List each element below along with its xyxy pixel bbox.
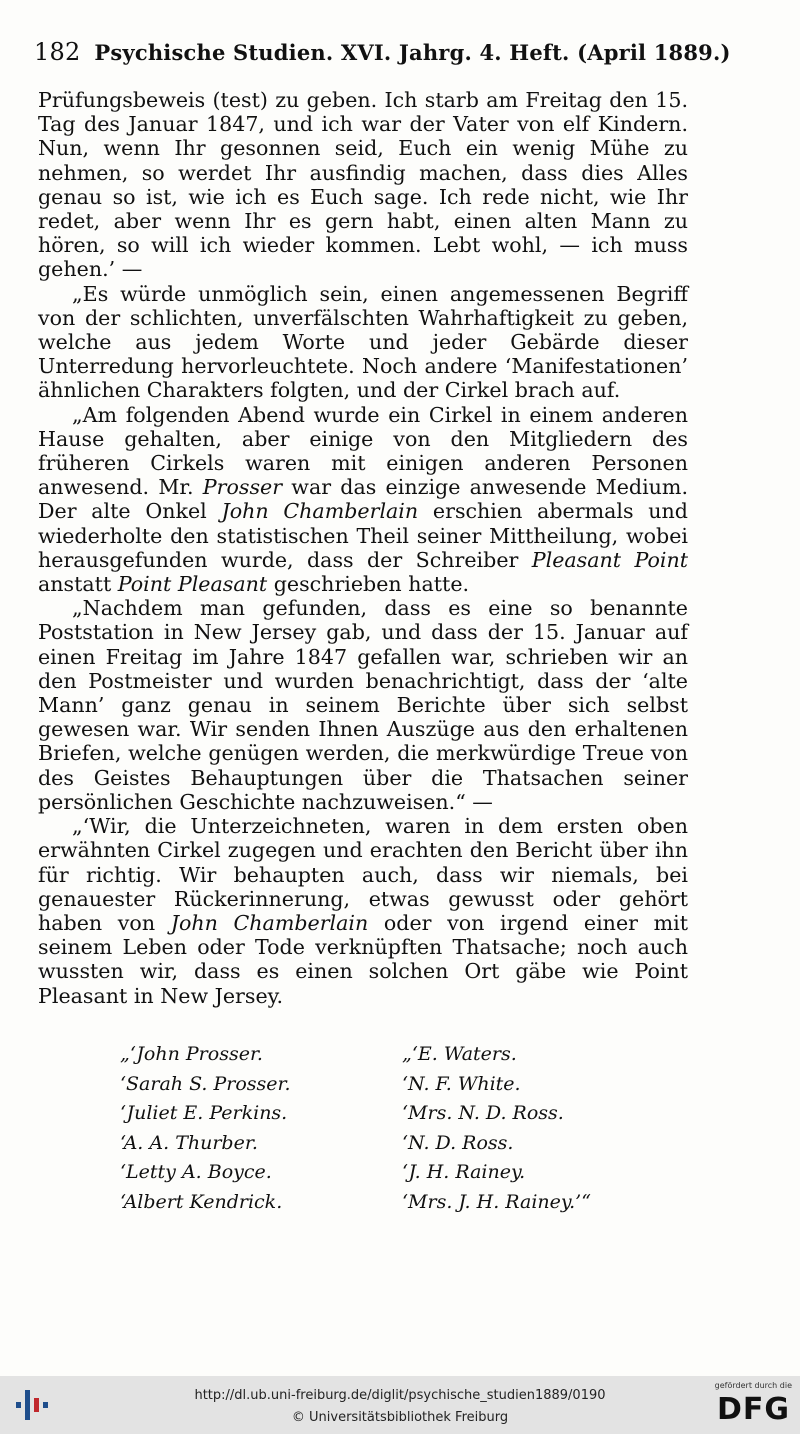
- text-run: war das einzige anwesende Medium. Der alte Onkel: [38, 475, 688, 524]
- signature-row: [120, 1070, 680, 1100]
- signature-right: „‘E. Waters.: [402, 1043, 517, 1065]
- paragraph: [38, 282, 688, 403]
- text-run: anstatt: [38, 572, 118, 597]
- signature-right: ‘J. H. Rainey.: [402, 1161, 526, 1183]
- text-run: „Am folgenden Abend wurde ein Cirkel in einem anderen Hause gehalten, aber einige von den Mitgliedern des früheren Cirkels waren mit einigen anderen Personen anwesend. Mr.: [38, 402, 688, 500]
- signature-row: [120, 1099, 680, 1129]
- text-run: geschrieben hatte.: [267, 572, 470, 597]
- signature-right: ‘N. D. Ross.: [402, 1131, 514, 1154]
- italic-name: Point Pleasant: [117, 572, 268, 597]
- signature-left: ‘Albert Kendrick.: [120, 1190, 283, 1213]
- running-title: Psychische Studien. XVI. Jahrg. 4. Heft. (April 1889.): [94, 40, 731, 65]
- signature-left: ‘A. A. Thurber.: [120, 1131, 258, 1154]
- running-header: [34, 38, 766, 66]
- page-number: 182: [34, 38, 81, 66]
- signature-row: [120, 1129, 680, 1159]
- signature-right: ‘Mrs. N. D. Ross.: [402, 1102, 564, 1124]
- signature-right: ‘Mrs. J. H. Rainey.’“: [402, 1190, 591, 1213]
- italic-name: Prosser: [202, 475, 283, 500]
- signature-row: [120, 1158, 680, 1188]
- signature-row: [120, 1188, 680, 1218]
- signature-left: „‘John Prosser.: [120, 1043, 263, 1065]
- italic-name: Pleasant Point: [531, 547, 688, 572]
- signature-left: ‘Juliet E. Perkins.: [120, 1102, 288, 1124]
- funding-note: gefördert durch die: [714, 1381, 792, 1390]
- signature-left: ‘Sarah S. Prosser.: [120, 1072, 291, 1095]
- text-run: „‘Wir, die Unterzeichneten, waren in dem ersten oben erwähnten Cirkel zugegen und erachten den Bericht über ihn für richtig. Wir behaupten auch, dass wir niemals, bei genauester Rückerinnerung, etwas gewusst oder gehört haben von: [38, 814, 688, 935]
- footer-copyright: © Universitätsbibliothek Freiburg: [291, 1410, 509, 1425]
- paragraph: [38, 596, 688, 814]
- footer-url[interactable]: http://dl.ub.uni-freiburg.de/diglit/psychische_studien1889/0190: [194, 1388, 606, 1403]
- text-run: Prüfungsbeweis (test) zu geben. Ich starb am Freitag den 15. Tag des Januar 1847, und ich war der Vater von elf Kindern. Nun, wenn Ihr gesonnen seid, Euch ein wenig Mühe zu nehmen, so werdet Ihr ausfindig machen, dass dies Alles genau so ist, wie ich es Euch sage. Ich rede nicht, wie Ihr redet, aber wenn Ihr es gern habt, einen alten Mann zu hören, so will ich wieder kommen. Lebt wohl, — ich muss gehen.’ —: [38, 88, 688, 282]
- paragraph: [38, 814, 688, 1008]
- text-run: erschien abermals und wiederholte den statistischen Theil seiner Mittheilung, wobei herausgefunden wurde, dass der Schreiber: [38, 499, 688, 572]
- text-run: oder von irgend einer mit seinem Leben oder Tode verknüpften Thatsache; noch auch wussten wir, dass es einen solchen Ort gäbe wie Point Pleasant in New Jersey.: [38, 910, 688, 1008]
- text-run: „Es würde unmöglich sein, einen angemessenen Begriff von der schlichten, unverfälschten Wahrhaftigkeit zu geben, welche aus jedem Worte und jeder Gebärde dieser Unterredung hervorleuchtete. Noch andere ‘Manifestationen’ ähnlichen Charakters folgten, und der Cirkel brach auf.: [38, 281, 688, 403]
- paragraph: [38, 403, 688, 597]
- italic-name: John Chamberlain: [221, 499, 419, 524]
- paragraph: [38, 88, 688, 282]
- italic-name: John Chamberlain: [170, 910, 369, 935]
- body-text: [38, 88, 688, 1008]
- text-run: „Nachdem man gefunden, dass es eine so benannte Poststation in New Jersey gab, und dass der 15. Januar auf einen Freitag im Jahre 1847 gefallen war, schrieben wir an den Postmeister und wurden benachrichtigt, dass der ‘alte Mann’ ganz genau in seinem Berichte über sich selbst gewesen war. Wir senden Ihnen Auszüge aus den erhaltenen Briefen, welche genügen werden, die merkwürdige Treue von des Geistes Behauptungen über die Thatsachen seiner persönlichen Geschichte nachzuweisen.“ —: [38, 596, 688, 814]
- signature-right: ‘N. F. White.: [402, 1072, 521, 1095]
- signature-row: [120, 1040, 680, 1070]
- dfg-logo: DFG: [716, 1392, 790, 1427]
- footer-bar: [0, 1376, 800, 1434]
- signature-list: [120, 1040, 680, 1217]
- signature-left: ‘Letty A. Boyce.: [120, 1161, 272, 1183]
